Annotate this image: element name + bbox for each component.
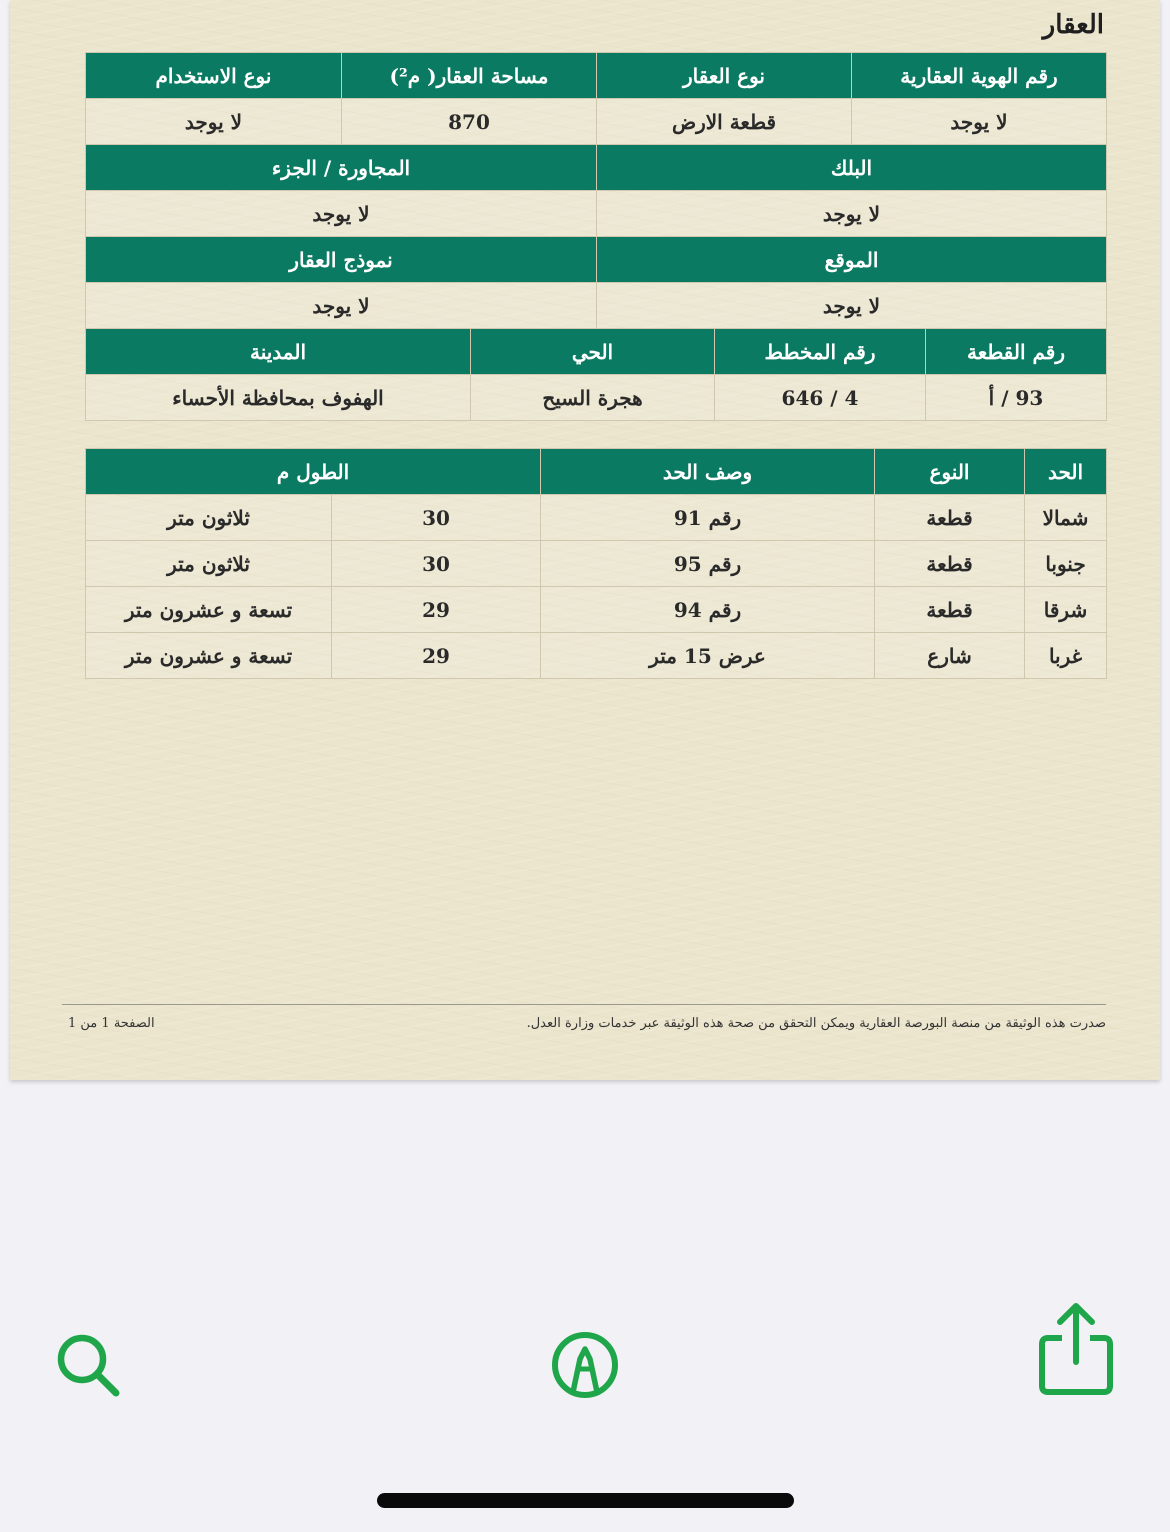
table-row: [86, 329, 1107, 375]
header-property-model: نموذج العقار: [86, 237, 597, 283]
boundary-side: شمالا: [1025, 495, 1107, 541]
markup-icon: [549, 1329, 621, 1401]
boundaries-table: [85, 448, 1107, 679]
value-district: هجرة السيح: [471, 375, 715, 421]
search-button[interactable]: [48, 1325, 128, 1405]
header-usage-type: نوع الاستخدام: [86, 53, 342, 99]
table-row: [86, 191, 1107, 237]
header-neighborhood-part: المجاورة / الجزء: [86, 145, 597, 191]
boundary-description: رقم 95: [541, 541, 875, 587]
boundary-type: قطعة: [875, 587, 1025, 633]
value-plan-number: 4 / 646: [715, 375, 926, 421]
boundary-description: عرض 15 متر: [541, 633, 875, 679]
header-length: الطول م: [86, 449, 541, 495]
value-property-id: لا يوجد: [852, 99, 1107, 145]
search-icon: [52, 1329, 124, 1401]
value-city: الهفوف بمحافظة الأحساء: [86, 375, 471, 421]
value-plot-number: 93 / أ: [926, 375, 1107, 421]
table-row: [86, 237, 1107, 283]
boundary-length-words: تسعة و عشرون متر: [86, 633, 332, 679]
table-row: [86, 633, 1107, 679]
boundary-description: رقم 94: [541, 587, 875, 633]
boundary-length-words: تسعة و عشرون متر: [86, 587, 332, 633]
value-usage-type: لا يوجد: [86, 99, 342, 145]
header-property-area: مساحة العقار( م²): [342, 53, 597, 99]
boundary-side: شرقا: [1025, 587, 1107, 633]
boundary-length-words: ثلاثون متر: [86, 541, 332, 587]
value-property-model: لا يوجد: [86, 283, 597, 329]
property-info-table: [85, 52, 1107, 329]
header-district: الحي: [471, 329, 715, 375]
boundary-description: رقم 91: [541, 495, 875, 541]
document-title: العقار: [1042, 10, 1104, 40]
boundary-length: 29: [332, 587, 541, 633]
header-boundary-description: وصف الحد: [541, 449, 875, 495]
table-row: [86, 283, 1107, 329]
header-property-type: نوع العقار: [597, 53, 852, 99]
value-neighborhood-part: لا يوجد: [86, 191, 597, 237]
value-block: لا يوجد: [597, 191, 1107, 237]
boundary-length-words: ثلاثون متر: [86, 495, 332, 541]
boundary-side: جنوبا: [1025, 541, 1107, 587]
boundary-length: 30: [332, 541, 541, 587]
table-row: [86, 587, 1107, 633]
value-property-area: 870: [342, 99, 597, 145]
table-row: [86, 99, 1107, 145]
footer-divider: [62, 1004, 1106, 1005]
table-row: [86, 541, 1107, 587]
document-page: [10, 0, 1160, 1080]
table-row: [86, 449, 1107, 495]
boundary-type: قطعة: [875, 541, 1025, 587]
boundary-type: قطعة: [875, 495, 1025, 541]
page-indicator: الصفحة 1 من 1: [68, 1016, 155, 1031]
boundary-length: 29: [332, 633, 541, 679]
boundary-side: غربا: [1025, 633, 1107, 679]
table-row: [86, 375, 1107, 421]
header-boundary-type: النوع: [875, 449, 1025, 495]
header-location: الموقع: [597, 237, 1107, 283]
header-city: المدينة: [86, 329, 471, 375]
boundary-length: 30: [332, 495, 541, 541]
share-button[interactable]: [1036, 1310, 1116, 1390]
header-plan-number: رقم المخطط: [715, 329, 926, 375]
value-location: لا يوجد: [597, 283, 1107, 329]
table-row: [86, 145, 1107, 191]
boundary-type: شارع: [875, 633, 1025, 679]
home-indicator[interactable]: [377, 1493, 794, 1508]
header-boundary: الحد: [1025, 449, 1107, 495]
header-plot-number: رقم القطعة: [926, 329, 1107, 375]
table-row: [86, 53, 1107, 99]
header-block: البلك: [597, 145, 1107, 191]
share-icon: [1036, 1300, 1116, 1400]
markup-button[interactable]: [545, 1325, 625, 1405]
value-property-type: قطعة الارض: [597, 99, 852, 145]
plot-info-table: [85, 328, 1107, 421]
footer-note: صدرت هذه الوثيقة من منصة البورصة العقارية ويمكن التحقق من صحة هذه الوثيقة عبر خدمات وزارة العدل.: [526, 1016, 1106, 1031]
table-row: [86, 495, 1107, 541]
header-property-id: رقم الهوية العقارية: [852, 53, 1107, 99]
